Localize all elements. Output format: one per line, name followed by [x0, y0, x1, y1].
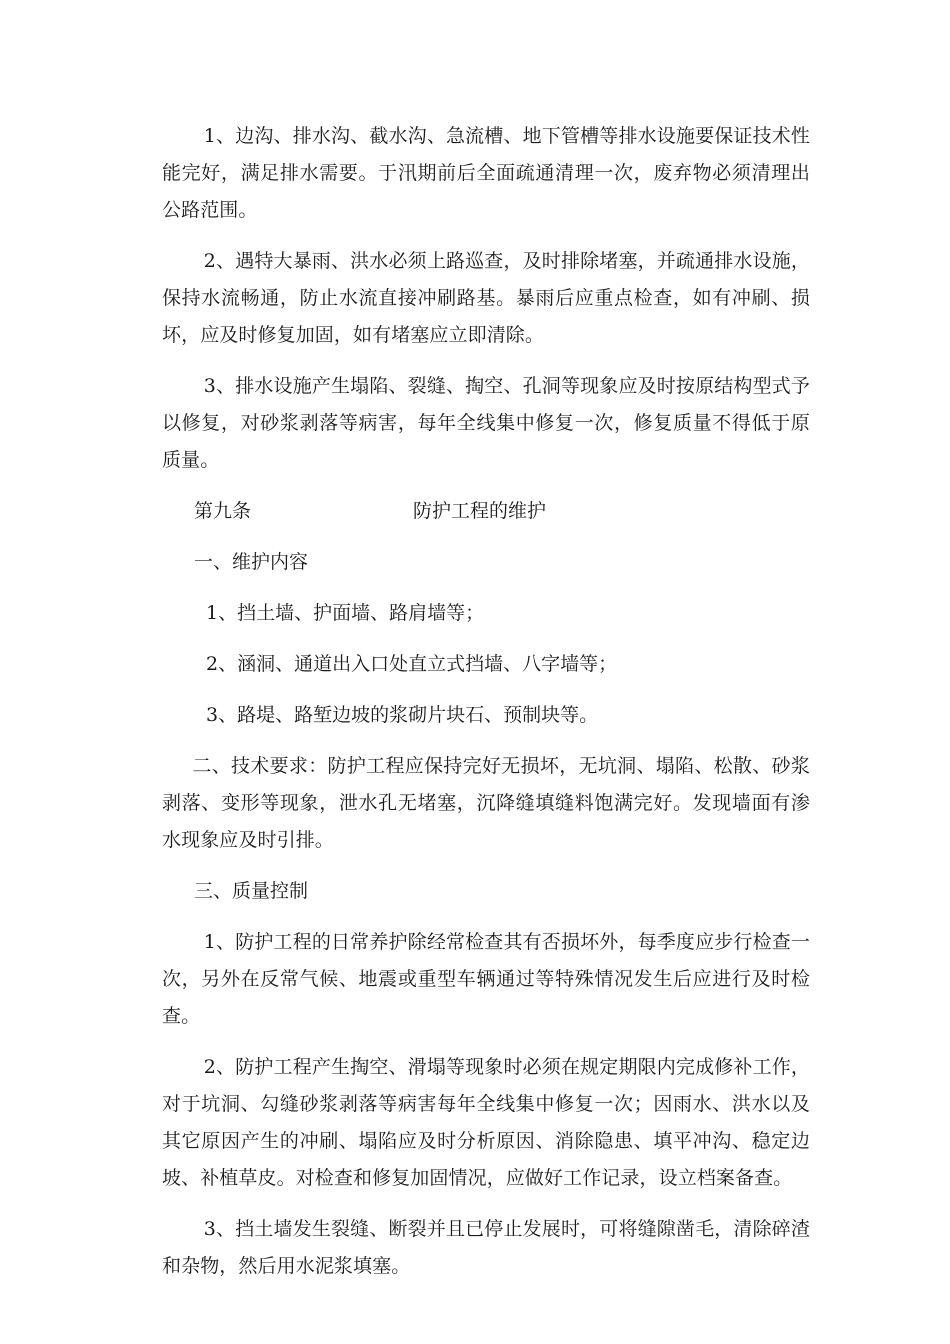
paragraph-drainage-1: 1、边沟、排水沟、截水沟、急流槽、地下管槽等排水设施要保证技术性能完好，满足排水需要。于汛期前后全面疏通清理一次，废弃物必须清理出公路范围。 [162, 125, 810, 221]
article-number: 第九条 [194, 500, 252, 522]
article-heading [162, 493, 810, 530]
section-quality-control-label: 三、质量控制 [194, 880, 309, 902]
list-item: 2、涵洞、通道出入口处直立式挡墙、八字墙等； [206, 653, 618, 675]
document-body [162, 118, 810, 1299]
list-item: 3、路堤、路堑边坡的浆砌片块石、预制块等。 [206, 704, 599, 726]
paragraph-drainage-2: 2、遇特大暴雨、洪水必须上路巡查，及时排除堵塞，并疏通排水设施，保持水流畅通，防止水流直接冲刷路基。暴雨后应重点检查，如有冲刷、损坏，应及时修复加固，如有堵塞应立即清除。 [162, 250, 810, 346]
paragraph-drainage-3: 3、排水设施产生塌陷、裂缝、掏空、孔洞等现象应及时按原结构型式予以修复，对砂浆剥落等病害，每年全线集中修复一次，修复质量不得低于原质量。 [162, 375, 810, 471]
quality-control-item-1: 1、防护工程的日常养护除经常检查其有否损坏外，每季度应步行检查一次，另外在反常气候、地震或重型车辆通过等特殊情况发生后应进行及时检查。 [162, 931, 810, 1027]
article-title: 防护工程的维护 [413, 500, 547, 522]
quality-control-item-2: 2、防护工程产生掏空、滑塌等现象时必须在规定期限内完成修补工作，对于坑洞、勾缝砂浆剥落等病害每年全线集中修复一次；因雨水、洪水以及其它原因产生的冲刷、塌陷应及时分析原因、消除隐患、填平冲沟、稳定边坡、补植草皮。对检查和修复加固情况，应做好工作记录，设立档案备查。 [162, 1056, 810, 1189]
section-technical-requirements: 二、技术要求：防护工程应保持完好无损坏，无坑洞、塌陷、松散、砂浆剥落、变形等现象，泄水孔无堵塞，沉降缝填缝料饱满完好。发现墙面有渗水现象应及时引排。 [162, 755, 810, 851]
section-maintenance-content-label: 一、维护内容 [194, 551, 309, 573]
quality-control-item-3: 3、挡土墙发生裂缝、断裂并且已停止发展时，可将缝隙凿毛，清除碎渣和杂物，然后用水泥浆填塞。 [162, 1218, 810, 1277]
list-item: 1、挡土墙、护面墙、路肩墙等； [206, 602, 485, 624]
